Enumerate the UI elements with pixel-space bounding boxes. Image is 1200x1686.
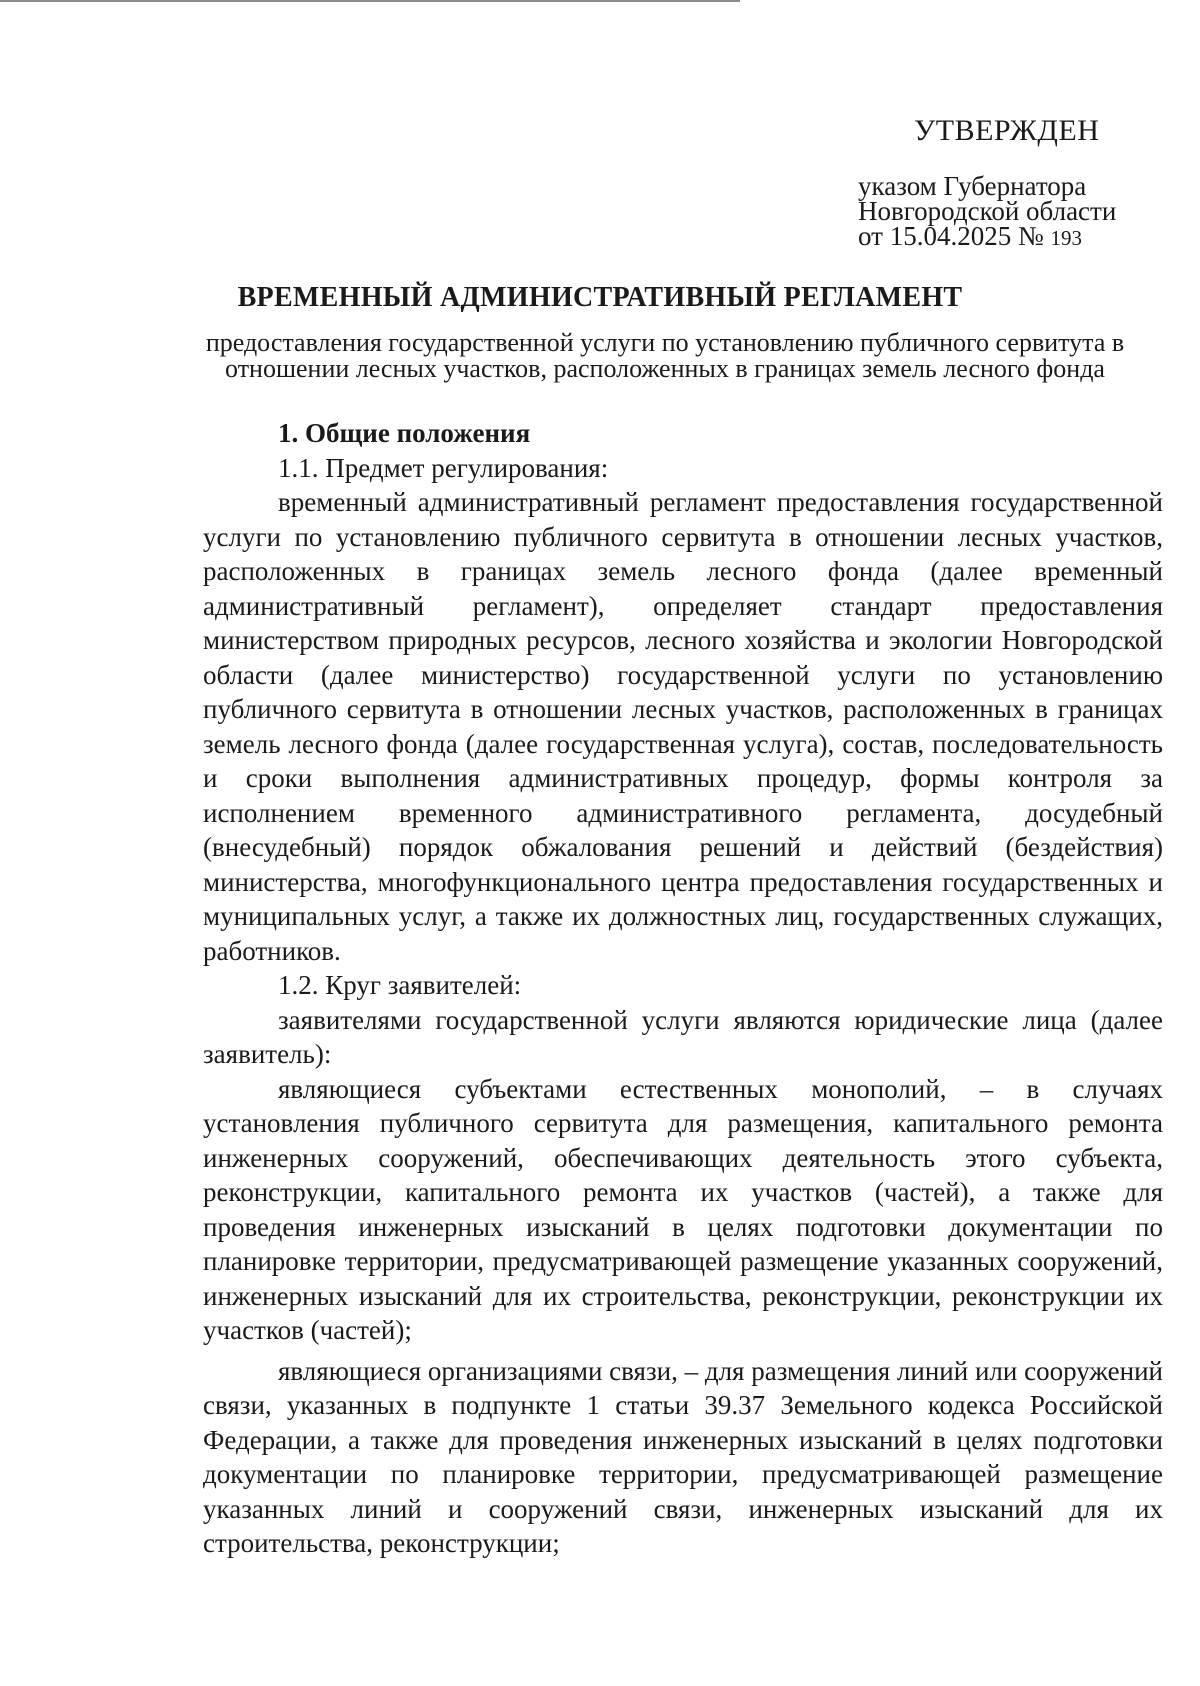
approval-date-line <box>858 221 1178 251</box>
document-body <box>203 416 1163 1561</box>
approval-stamp-block <box>858 112 1178 251</box>
document-title: ВРЕМЕННЫЙ АДМИНИСТРАТИВНЫЙ РЕГЛАМЕНТ <box>237 282 963 313</box>
clause-1-1-text: временный административный регламент предоставления государственной услуги по установлению публичного сервитута в отношении лесных участков, расположенных в границах земель лесного фонда (далее временный административный регламент), определяет стандарт предоставления министерством природных ресурсов, лесного хозяйства и экологии Новгородской области (далее министерство) государственной услуги по установлению публичного сервитута в отношении лесных участков, расположенных в границах земель лесного фонда (далее государственная услуга), состав, последовательность и сроки выполнения административных процедур, формы контроля за исполнением временного административного регламента, досудебный (внесудебный) порядок обжалования решений и действий (бездействия) министерства, многофункционального центра предоставления государственных и муниципальных услуг, а также их должностных лиц, государственных служащих, работников. <box>203 487 1163 966</box>
clause-1-2-text: заявителями государственной услуги являются юридические лица (далее заявитель): <box>203 1004 1163 1069</box>
clause-1-2-item-monopolies: являющиеся субъектами естественных монополий, – в случаях установления публичного сервитута для размещения, капитального ремонта инженерных сооружений, обеспечивающих деятельность этого субъекта, реконструкции, капитального ремонта их участков (частей), а также для проведения инженерных изысканий в целях подготовки документации по планировке территории, предусматривающей размещение указанных сооружений, инженерных изысканий для их строительства, реконструкции, реконструкции их участков (частей); <box>203 1073 1163 1345</box>
approval-details <box>858 171 1178 251</box>
approval-order-number: 193 <box>1050 226 1082 250</box>
approval-title: УТВЕРЖДЕН <box>914 114 1100 147</box>
clause-1-2-label: 1.2. Круг заявителей: <box>278 970 522 1000</box>
clause-1-2-item-communications: являющиеся организациями связи, – для размещения линий или сооружений связи, указанных в подпункте 1 статьи 39.37 Земельного кодекса Российской Федерации, а также для проведения инженерных изысканий в целях подготовки документации по планировке территории, предусматривающей размещение указанных линий и сооружений связи, инженерных изысканий для их строительства, реконструкции; <box>203 1355 1163 1558</box>
approval-date-text: от 15.04.2025 № <box>858 221 1044 251</box>
document-subtitle: предоставления государственной услуги по установлению публичного сервитута в отношении лесных участков, расположенных в границах земель лесного фонда <box>205 328 1125 383</box>
approval-decree-line: указом Губернатора <box>858 171 1087 201</box>
top-border-line <box>0 0 740 2</box>
section-heading: 1. Общие положения <box>278 418 531 448</box>
approval-region-line: Новгородской области <box>858 196 1117 226</box>
clause-1-1-label: 1.1. Предмет регулирования: <box>278 452 609 483</box>
